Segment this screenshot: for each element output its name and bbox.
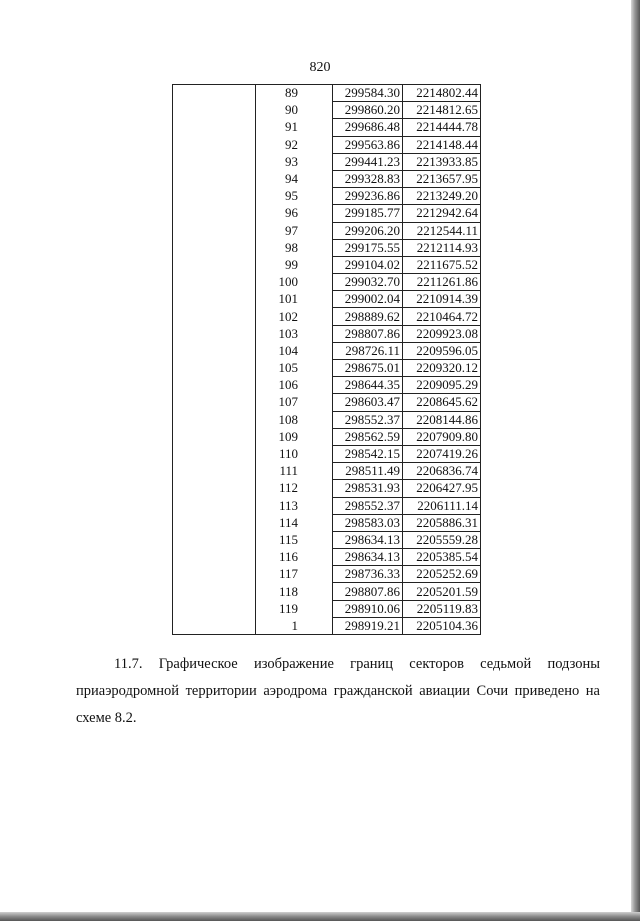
table-row bbox=[173, 445, 481, 462]
table-row bbox=[173, 325, 481, 342]
blank-cell bbox=[173, 170, 256, 187]
x-coordinate-cell: 298634.13 bbox=[333, 531, 403, 548]
y-coordinate-cell: 2214444.78 bbox=[403, 119, 481, 136]
blank-cell bbox=[173, 377, 256, 394]
y-coordinate-cell: 2206427.95 bbox=[403, 480, 481, 497]
paragraph-word: Графическое bbox=[158, 656, 238, 672]
point-number-cell: 109 bbox=[256, 428, 333, 445]
y-coordinate-cell: 2208144.86 bbox=[403, 411, 481, 428]
blank-cell bbox=[173, 428, 256, 445]
point-number-cell: 113 bbox=[256, 497, 333, 514]
y-coordinate-cell: 2210464.72 bbox=[403, 308, 481, 325]
y-coordinate-cell: 2205559.28 bbox=[403, 531, 481, 548]
y-coordinate-cell: 2205886.31 bbox=[403, 514, 481, 531]
x-coordinate-cell: 298807.86 bbox=[333, 325, 403, 342]
coordinates-table bbox=[172, 84, 481, 635]
paragraph-line-1 bbox=[76, 651, 600, 678]
paragraph-line-2: приаэродромной территории аэродрома гражданской авиации Сочи приведено на bbox=[76, 683, 600, 699]
x-coordinate-cell: 299563.86 bbox=[333, 136, 403, 153]
y-coordinate-cell: 2207419.26 bbox=[403, 445, 481, 462]
blank-cell bbox=[173, 463, 256, 480]
blank-cell bbox=[173, 325, 256, 342]
table-row bbox=[173, 394, 481, 411]
blank-cell bbox=[173, 153, 256, 170]
blank-cell bbox=[173, 531, 256, 548]
blank-cell bbox=[173, 480, 256, 497]
point-number-cell: 108 bbox=[256, 411, 333, 428]
paragraph-word: подзоны bbox=[547, 656, 600, 672]
y-coordinate-cell: 2212942.64 bbox=[403, 205, 481, 222]
x-coordinate-cell: 299441.23 bbox=[333, 153, 403, 170]
blank-cell bbox=[173, 360, 256, 377]
blank-cell bbox=[173, 549, 256, 566]
table-row bbox=[173, 342, 481, 359]
x-coordinate-cell: 299175.55 bbox=[333, 239, 403, 256]
y-coordinate-cell: 2205104.36 bbox=[403, 617, 481, 634]
x-coordinate-cell: 298562.59 bbox=[333, 428, 403, 445]
y-coordinate-cell: 2205385.54 bbox=[403, 549, 481, 566]
table-row bbox=[173, 291, 481, 308]
page-number: 820 bbox=[309, 60, 331, 75]
point-number-cell: 112 bbox=[256, 480, 333, 497]
x-coordinate-cell: 299104.02 bbox=[333, 256, 403, 273]
x-coordinate-cell: 298603.47 bbox=[333, 394, 403, 411]
y-coordinate-cell: 2206111.14 bbox=[403, 497, 481, 514]
y-coordinate-cell: 2205201.59 bbox=[403, 583, 481, 600]
x-coordinate-cell: 299860.20 bbox=[333, 102, 403, 119]
y-coordinate-cell: 2211261.86 bbox=[403, 274, 481, 291]
blank-cell bbox=[173, 256, 256, 273]
point-number-cell: 102 bbox=[256, 308, 333, 325]
x-coordinate-cell: 298807.86 bbox=[333, 583, 403, 600]
y-coordinate-cell: 2214148.44 bbox=[403, 136, 481, 153]
point-number-cell: 119 bbox=[256, 600, 333, 617]
x-coordinate-cell: 298552.37 bbox=[333, 497, 403, 514]
paragraph-line-3: схеме 8.2. bbox=[76, 710, 137, 726]
table-row bbox=[173, 85, 481, 102]
x-coordinate-cell: 299328.83 bbox=[333, 170, 403, 187]
point-number-cell: 101 bbox=[256, 291, 333, 308]
blank-cell bbox=[173, 274, 256, 291]
blank-cell bbox=[173, 566, 256, 583]
x-coordinate-cell: 298889.62 bbox=[333, 308, 403, 325]
point-number-cell: 117 bbox=[256, 566, 333, 583]
y-coordinate-cell: 2213657.95 bbox=[403, 170, 481, 187]
y-coordinate-cell: 2213249.20 bbox=[403, 188, 481, 205]
table-row bbox=[173, 102, 481, 119]
table-row bbox=[173, 205, 481, 222]
x-coordinate-cell: 298583.03 bbox=[333, 514, 403, 531]
y-coordinate-cell: 2209320.12 bbox=[403, 360, 481, 377]
blank-cell bbox=[173, 136, 256, 153]
table-row bbox=[173, 136, 481, 153]
blank-cell bbox=[173, 291, 256, 308]
point-number-cell: 107 bbox=[256, 394, 333, 411]
y-coordinate-cell: 2212544.11 bbox=[403, 222, 481, 239]
blank-cell bbox=[173, 119, 256, 136]
table-row bbox=[173, 411, 481, 428]
x-coordinate-cell: 298511.49 bbox=[333, 463, 403, 480]
point-number-cell: 114 bbox=[256, 514, 333, 531]
point-number-cell: 91 bbox=[256, 119, 333, 136]
table-row bbox=[173, 566, 481, 583]
table-row bbox=[173, 239, 481, 256]
table-row bbox=[173, 583, 481, 600]
x-coordinate-cell: 299032.70 bbox=[333, 274, 403, 291]
table-row bbox=[173, 308, 481, 325]
blank-cell bbox=[173, 188, 256, 205]
point-number-cell: 90 bbox=[256, 102, 333, 119]
x-coordinate-cell: 298644.35 bbox=[333, 377, 403, 394]
page-edge-shadow-right bbox=[631, 0, 640, 921]
blank-cell bbox=[173, 394, 256, 411]
point-number-cell: 93 bbox=[256, 153, 333, 170]
table-row bbox=[173, 531, 481, 548]
x-coordinate-cell: 298531.93 bbox=[333, 480, 403, 497]
blank-cell bbox=[173, 239, 256, 256]
table-row bbox=[173, 480, 481, 497]
x-coordinate-cell: 298736.33 bbox=[333, 566, 403, 583]
point-number-cell: 98 bbox=[256, 239, 333, 256]
x-coordinate-cell: 299206.20 bbox=[333, 222, 403, 239]
point-number-cell: 97 bbox=[256, 222, 333, 239]
y-coordinate-cell: 2206836.74 bbox=[403, 463, 481, 480]
x-coordinate-cell: 298634.13 bbox=[333, 549, 403, 566]
point-number-cell: 96 bbox=[256, 205, 333, 222]
table-row bbox=[173, 222, 481, 239]
y-coordinate-cell: 2207909.80 bbox=[403, 428, 481, 445]
point-number-cell: 104 bbox=[256, 342, 333, 359]
table-row bbox=[173, 188, 481, 205]
point-number-cell: 92 bbox=[256, 136, 333, 153]
point-number-cell: 99 bbox=[256, 256, 333, 273]
x-coordinate-cell: 298542.15 bbox=[333, 445, 403, 462]
x-coordinate-cell: 298552.37 bbox=[333, 411, 403, 428]
blank-cell bbox=[173, 222, 256, 239]
point-number-cell: 94 bbox=[256, 170, 333, 187]
point-number-cell: 111 bbox=[256, 463, 333, 480]
x-coordinate-cell: 299584.30 bbox=[333, 85, 403, 102]
x-coordinate-cell: 299236.86 bbox=[333, 188, 403, 205]
y-coordinate-cell: 2205119.83 bbox=[403, 600, 481, 617]
blank-cell bbox=[173, 445, 256, 462]
blank-cell bbox=[173, 583, 256, 600]
paragraph-word: границ bbox=[350, 656, 394, 672]
x-coordinate-cell: 298726.11 bbox=[333, 342, 403, 359]
blank-cell bbox=[173, 411, 256, 428]
paragraph-word: седьмой bbox=[480, 656, 532, 672]
blank-cell bbox=[173, 205, 256, 222]
y-coordinate-cell: 2210914.39 bbox=[403, 291, 481, 308]
blank-cell bbox=[173, 514, 256, 531]
table-row bbox=[173, 497, 481, 514]
blank-cell bbox=[173, 497, 256, 514]
y-coordinate-cell: 2209923.08 bbox=[403, 325, 481, 342]
y-coordinate-cell: 2212114.93 bbox=[403, 239, 481, 256]
table-row bbox=[173, 256, 481, 273]
table-row bbox=[173, 514, 481, 531]
point-number-cell: 95 bbox=[256, 188, 333, 205]
blank-cell bbox=[173, 342, 256, 359]
point-number-cell: 116 bbox=[256, 549, 333, 566]
point-number-cell: 115 bbox=[256, 531, 333, 548]
blank-cell bbox=[173, 102, 256, 119]
y-coordinate-cell: 2205252.69 bbox=[403, 566, 481, 583]
blank-cell bbox=[173, 600, 256, 617]
point-number-cell: 106 bbox=[256, 377, 333, 394]
paragraph-word: секторов bbox=[409, 656, 464, 672]
x-coordinate-cell: 299686.48 bbox=[333, 119, 403, 136]
table-row bbox=[173, 119, 481, 136]
x-coordinate-cell: 298919.21 bbox=[333, 617, 403, 634]
paragraph-word: 11.7. bbox=[114, 656, 143, 672]
y-coordinate-cell: 2211675.52 bbox=[403, 256, 481, 273]
table-row bbox=[173, 617, 481, 634]
y-coordinate-cell: 2208645.62 bbox=[403, 394, 481, 411]
table-row bbox=[173, 274, 481, 291]
x-coordinate-cell: 298910.06 bbox=[333, 600, 403, 617]
point-number-cell: 89 bbox=[256, 85, 333, 102]
y-coordinate-cell: 2209095.29 bbox=[403, 377, 481, 394]
page-edge-shadow-bottom bbox=[0, 912, 640, 921]
point-number-cell: 103 bbox=[256, 325, 333, 342]
blank-cell bbox=[173, 617, 256, 634]
y-coordinate-cell: 2209596.05 bbox=[403, 342, 481, 359]
table-row bbox=[173, 428, 481, 445]
blank-cell bbox=[173, 308, 256, 325]
table-row bbox=[173, 153, 481, 170]
blank-cell bbox=[173, 85, 256, 102]
table-row bbox=[173, 549, 481, 566]
point-number-cell: 100 bbox=[256, 274, 333, 291]
table-row bbox=[173, 360, 481, 377]
x-coordinate-cell: 299002.04 bbox=[333, 291, 403, 308]
table-row bbox=[173, 600, 481, 617]
point-number-cell: 1 bbox=[256, 617, 333, 634]
point-number-cell: 118 bbox=[256, 583, 333, 600]
x-coordinate-cell: 299185.77 bbox=[333, 205, 403, 222]
y-coordinate-cell: 2214802.44 bbox=[403, 85, 481, 102]
y-coordinate-cell: 2214812.65 bbox=[403, 102, 481, 119]
table-row bbox=[173, 170, 481, 187]
table-row bbox=[173, 463, 481, 480]
y-coordinate-cell: 2213933.85 bbox=[403, 153, 481, 170]
x-coordinate-cell: 298675.01 bbox=[333, 360, 403, 377]
point-number-cell: 110 bbox=[256, 445, 333, 462]
table-row bbox=[173, 377, 481, 394]
paragraph-word: изображение bbox=[253, 656, 334, 672]
point-number-cell: 105 bbox=[256, 360, 333, 377]
